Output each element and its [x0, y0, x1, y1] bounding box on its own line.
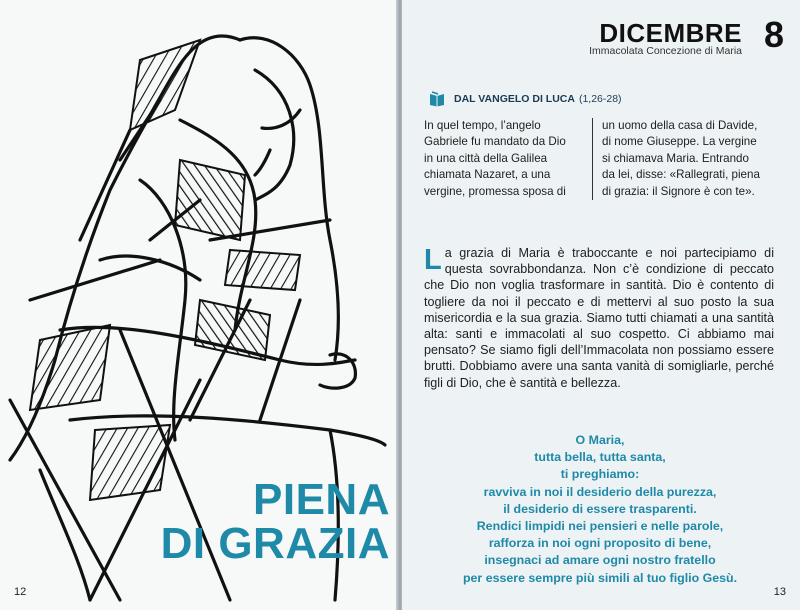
gospel-line: chiamata Nazaret, a una: [424, 168, 551, 182]
left-page: [0, 0, 398, 610]
prayer-line: ti preghiamo:: [560, 467, 640, 482]
gospel-line: In quel tempo, l’angelo: [424, 119, 541, 132]
prayer-line: il desiderio di essere trasparenti.: [503, 501, 697, 516]
day-number: 8: [763, 14, 784, 55]
right-page: [402, 0, 800, 610]
column-divider: [592, 118, 593, 200]
book-icon: [428, 91, 446, 107]
reflection-paragraph: [424, 245, 774, 391]
gospel-heading: [428, 88, 622, 110]
title-line-2: DI GRAZIA: [160, 519, 390, 568]
gospel-line: si chiamava Maria. Entrando: [602, 151, 749, 165]
prayer: [432, 432, 768, 587]
prayer-line: Rendici limpidi nei pensieri e nelle parole,: [476, 519, 724, 534]
prayer-line: tutta bella, tutta santa,: [534, 450, 666, 465]
drop-cap: L: [424, 244, 442, 276]
page-number-left: 12: [14, 586, 27, 598]
gospel-line: vergine, promessa sposa di: [424, 184, 566, 198]
gospel-column-2: [602, 118, 778, 200]
month-heading: DICEMBRE: [599, 18, 742, 48]
gospel-column-1: [424, 118, 584, 200]
prayer-line: per essere sempre più simili al tuo figlio Gesù.: [462, 570, 738, 585]
gospel-line: un uomo della casa di Davide,: [602, 119, 758, 132]
gospel-reference: (1,26-28): [578, 93, 622, 105]
prayer-line: ravviva in noi il desiderio della purezza,: [483, 484, 717, 499]
reflection-text: a grazia di Maria è traboccante e noi partecipiamo di questa sovrabbondanza. Non c’è condizione di peccato che Dio non voglia trasformare in santità. Dio è contento di togliere da noi il peccato e di mettervi al suo posto la sua misericordia e la sua grazia. Siamo tutti chiamati a una santità alta: santi e immacolati al suo cospetto. Ci abbiamo mai pensato? Se siamo figli dell’Immacolata non possiamo essere brutti. Dobbiamo avere una santa vanità di somigliarle, perché figli di Dio, che è santità e bellezza.: [424, 246, 774, 390]
gospel-line: Gabriele fu mandato da Dio: [424, 135, 566, 149]
prayer-line: O Maria,: [575, 433, 625, 447]
page-number-right: 13: [773, 586, 786, 598]
gospel-line: di grazia: il Signore è con te».: [602, 184, 755, 198]
prayer-line: insegnaci ad amare ogni nostro fratello: [484, 553, 716, 568]
gospel-line: in una città della Galilea: [424, 151, 548, 165]
left-page-title: [150, 475, 390, 568]
title-line-1: PIENA: [253, 475, 390, 524]
gospel-label: DAL VANGELO DI LUCA: [454, 93, 575, 105]
feast-name: Immacolata Concezione di Maria: [589, 45, 742, 57]
gospel-line: di nome Giuseppe. La vergine: [602, 135, 757, 149]
gospel-line: da lei, disse: «Rallegrati, piena: [602, 168, 760, 182]
prayer-line: rafforza in noi ogni proposito di bene,: [488, 536, 712, 551]
